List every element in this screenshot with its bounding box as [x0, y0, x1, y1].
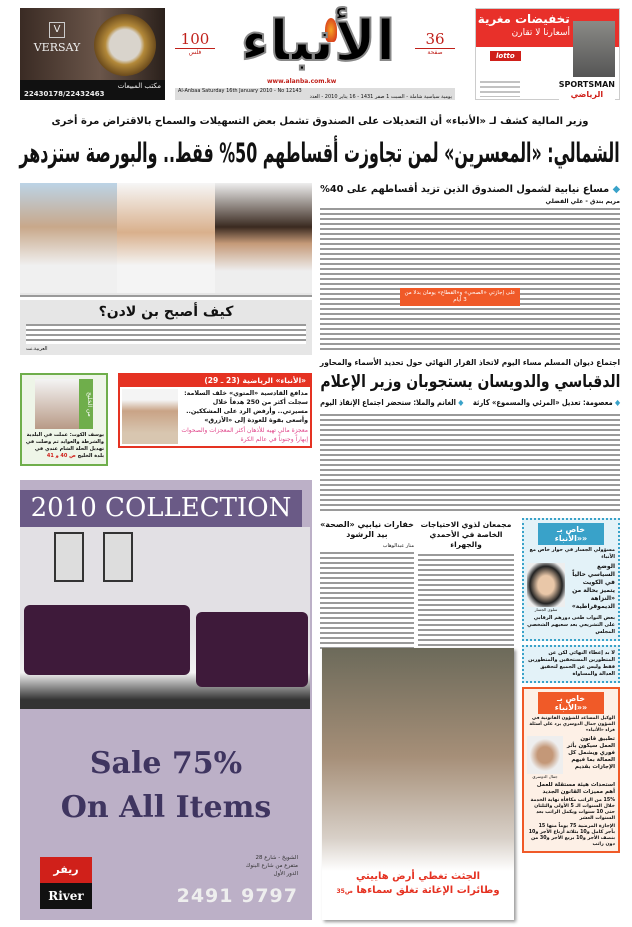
labor-box[interactable] [522, 687, 620, 853]
interview-text-1: بعض النواب طغى دورهم الرقابي على التشريعي بعد سعيهم الشخصي المجلس [527, 615, 615, 635]
gulf-tag: من الخليج [79, 379, 93, 429]
sofa-photo [20, 527, 310, 709]
sale-items-text: On All Items [60, 790, 272, 825]
photo-caption [20, 295, 312, 300]
col1-headline[interactable]: خفارات نيابيي «الصحة» بيد الرشود [320, 520, 414, 539]
media-bullet-1: ◆ معصومة: تعديل «المرئي والمسموع» كارثة [472, 398, 620, 407]
sportsman-ad[interactable] [475, 8, 620, 100]
labor-point-2: 15% من الراتب مكافأة نهاية الخدمة خلال السنوات الـ 5 الأولى والثلثان حتى 10 سنوات ويكمل الراتب بعد السنوات العشر [530, 798, 615, 821]
interview-title: مسؤولي الجسار في حوار خاص مع الأنباء [529, 547, 615, 560]
photo-2 [117, 183, 215, 293]
labor-quote: تطبيق قانون العمل سيكون بأثر فوري ويشمل كل العمالة بما فيهم الإجازات بقديم [566, 736, 615, 770]
binladen-block [20, 183, 312, 355]
gulf-ref: ص 40 و 41 [46, 453, 76, 459]
interview-caption: سلوى الجسار [534, 607, 558, 612]
sales-label: مكتب المبيعات [117, 82, 161, 90]
page-count: 36 [415, 30, 455, 49]
lead-subhead: ◆ مساع نيابية لشمول الصندوق الذين تزيد أقساطهم على 40% [319, 184, 620, 195]
sportsman-brand: SPORTSMAN [558, 80, 615, 89]
website[interactable]: www.alanba.com.kw [267, 78, 337, 85]
labor-tag: خاص بـ «الأنباء» [538, 692, 604, 714]
interview-photo [527, 563, 565, 607]
labor-photo [527, 736, 563, 774]
dateline-arabic: يومية سياسية شاملة - السبت 1 صفر 1431 - 16 يناير 2010 - العدد [309, 94, 452, 100]
media-headline[interactable]: الدقباسي والدويسان يستجوبان وزير الإعلام [320, 372, 620, 392]
lead-body [320, 208, 620, 353]
dateline-english: Al-Anbaa Saturday 16th January 2010 - No 12143 [178, 88, 302, 94]
price: 100 [175, 30, 215, 49]
masthead [175, 8, 455, 100]
lead-byline: مريم بندق - علي الفضلي [545, 198, 620, 205]
versay-logo-icon: V [49, 22, 65, 38]
price-label: فلس [188, 49, 202, 56]
page-count-label: صفحة [427, 49, 443, 56]
labor-caption: جمال الدوسري [532, 774, 558, 779]
haiti-headline-1: الجثث تغطي أرض هاييتي [355, 871, 481, 882]
interview-quote: الوضع السياسي حالياً في الكويت يتميز بحالة من «النزاهة الديموقراطية» [571, 563, 615, 610]
col1-body [320, 552, 414, 652]
sports-tag: «الأنباء» الرياضية (23 ـ 29) [120, 375, 310, 387]
sports-box[interactable] [118, 373, 312, 448]
river-logo: ريفر River [40, 857, 92, 909]
sportsman-title: تخفيضات مغرية [478, 12, 570, 26]
newspaper-logo: الأنباء [240, 9, 396, 74]
interview-tag: خاص بـ «الأنباء» [538, 523, 604, 545]
labor-intro: الوكيل المساعد للشؤون القانونية في الشؤون جمال الدوسري يرد على أسئلة قراء «الأنباء» [529, 716, 615, 733]
model-photo [573, 21, 615, 77]
media-bullet-2: ◆ الغانم والملا: سنحضر اجتماع الإنقاذ اليوم [319, 398, 464, 407]
store-list [480, 81, 520, 97]
river-address: الشويخ - شارع 28 متفرع من شارع البنوك الدور الأول [245, 855, 298, 877]
sportsman-subtitle: أسعارنا لا تقارن [511, 28, 570, 38]
river-ad[interactable] [20, 480, 312, 920]
gulf-photo [35, 379, 79, 429]
sports-photo [122, 389, 178, 444]
col1-byline: منار عبدالوهاب [382, 543, 414, 549]
river-title: 2010 COLLECTION [20, 490, 302, 527]
col2-headline[interactable]: مجمعان لذوي الاحتياجات الخاصة في الأحمدي والجهراء [420, 520, 512, 549]
binladen-headline[interactable]: كيف أصبح بن لادن؟ [98, 304, 234, 320]
haiti-photo[interactable] [322, 648, 514, 920]
photo-3 [215, 183, 312, 293]
photo-1 [20, 183, 117, 293]
binladen-source: العربية.نت [26, 346, 48, 352]
watch-image [94, 14, 156, 76]
sports-pink-text: معجزة مالي تهيه للأذهان أكثر المعجزات والصحوات إبهاراً وجنوناً في عالم الكرة [181, 427, 308, 443]
gulf-box[interactable] [20, 373, 108, 466]
versay-brand: VERSAY [33, 41, 81, 54]
gulf-text: يوسف الكوت: عملت في البلدية والشرطة والعوايد ثم وصلت في تهديل الحلة الشام عندي في بلدة الخليج [25, 432, 104, 459]
labor-point-1: استحداث هيئة مستقلة للعمل أهم مميزات القانون الجديد [536, 782, 615, 795]
lead-kicker: وزير المالية كشف لـ «الأنباء» أن التعديلات على الصندوق تشمل بعض التسهيلات والسماح بالاقتراض مرة أخرى [51, 116, 589, 127]
interview-text-2: لا بد إعطاء النهائي لكن عن المتطورين المستحقين والمتطورين فقط وليس عن الجميع لتحقيق العدالة والمساواة [522, 645, 620, 683]
versay-ad[interactable] [20, 8, 165, 100]
sale-text: Sale 75% [89, 746, 243, 781]
river-phone: 2491 9797 [176, 885, 298, 907]
binladen-text [26, 324, 306, 344]
labor-point-3: الإجازة المرضية 75 يوماً منها 15 بأجر كامل و10 بثلاثة أرباع الأجر و10 بنصف الأجر و10 بربع الأجر و30 من دون راتب [528, 824, 615, 847]
lead-orange-note: على إجازتي «الصحي» و«القطاع» يومان بدلا من 3 أيام [400, 288, 520, 306]
sports-text: مدافع القادسية «المتوي» خلف السلامة: سجلت أكثر من 250 هدفاً خلال مسيرتي.. وأرفض الرد على المشككين.. وأسعى بقوة للعودة إلى «الأزرق» [184, 390, 308, 424]
haiti-headline-2: وطائرات الإغاثة تغلق سماءها [356, 885, 500, 896]
sportsman-brand-ar: الرياضي [570, 90, 604, 99]
lotto-logo: lotto [490, 51, 521, 61]
diamond-bullet-icon: ◆ [612, 184, 620, 195]
media-body [320, 414, 620, 514]
sales-phone: 22430178/22432463 [24, 90, 105, 98]
lead-headline[interactable]: الشمالي: «المعسرين» لمن تجاوزت أقساطهم 50% فقط.. والبورصة ستزدهر [19, 138, 620, 169]
col2-body [418, 554, 514, 659]
media-kicker: اجتماع ديوان المسلم مساء اليوم لاتخاذ القرار النهائي حول تحديد الأسماء والمحاور [319, 358, 620, 367]
haiti-ref: ص35 [336, 888, 353, 895]
interview-box[interactable] [522, 518, 620, 641]
